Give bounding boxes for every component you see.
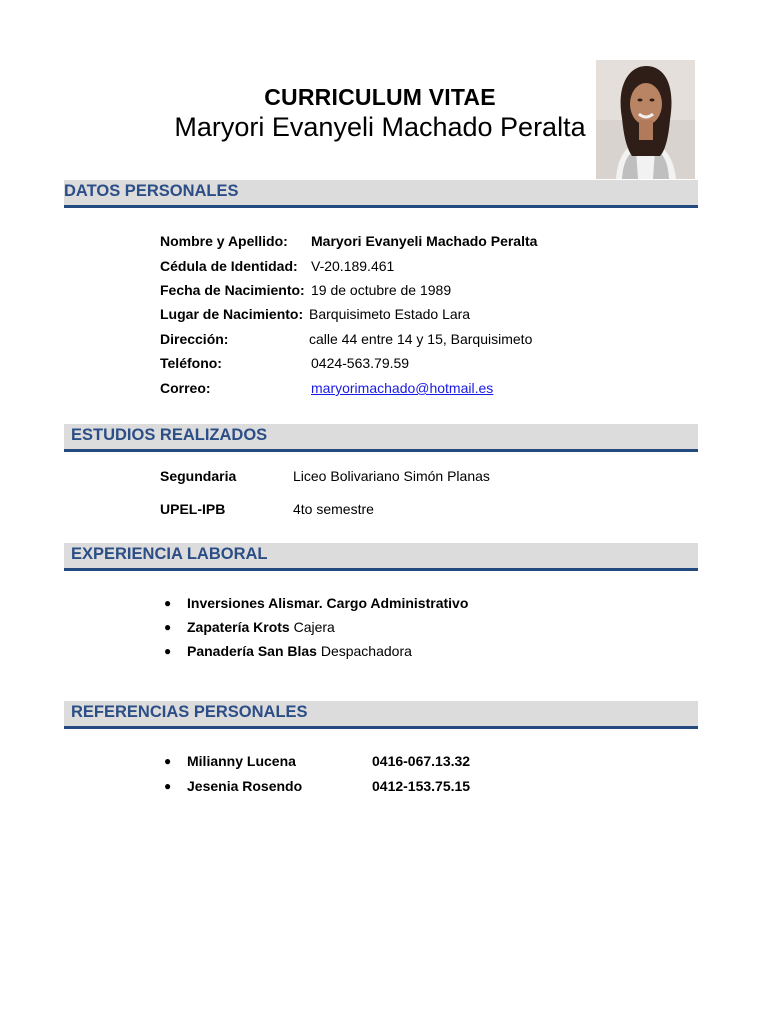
employer: Panadería San Blas: [187, 643, 317, 659]
field-value: V-20.189.461: [311, 258, 395, 274]
study-institution: 4to semestre: [293, 501, 374, 517]
applicant-name: Maryori Evanyeli Machado Peralta: [174, 112, 586, 142]
position: Despachadora: [316, 643, 412, 659]
field-value: Maryori Evanyeli Machado Peralta: [311, 233, 538, 249]
section-title: EXPERIENCIA LABORAL: [71, 545, 268, 563]
employer: Inversiones Alismar. Cargo Administrativo: [187, 595, 469, 611]
study-institution: Liceo Bolivariano Simón Planas: [293, 468, 490, 484]
section-header-referencias-personales: [64, 701, 698, 729]
email-link[interactable]: maryorimachado@hotmail.es: [311, 380, 494, 396]
bullet-icon: ●: [164, 644, 172, 658]
field-label: Dirección:: [160, 331, 229, 347]
employer: Zapatería Krots: [187, 619, 290, 635]
bullet-icon: ●: [164, 779, 172, 793]
section-title: DATOS PERSONALES: [64, 182, 239, 200]
section-header-estudios-realizados: [64, 424, 698, 452]
field-label: Correo:: [160, 380, 211, 396]
reference-name: Jesenia Rosendo: [187, 778, 303, 794]
field-label: Nombre y Apellido:: [160, 233, 288, 249]
document-title: CURRICULUM VITAE: [264, 84, 496, 110]
study-level: UPEL-IPB: [160, 501, 226, 517]
person-portrait-icon: [596, 60, 695, 179]
reference-phone: 0416-067.13.32: [372, 753, 471, 769]
field-label: Fecha de Nacimiento:: [160, 282, 305, 298]
study-level: Segundaria: [160, 468, 237, 484]
field-value: Barquisimeto Estado Lara: [309, 306, 471, 322]
section-header-experiencia-laboral: [64, 543, 698, 571]
section-title: ESTUDIOS REALIZADOS: [71, 426, 268, 444]
field-label: Cédula de Identidad:: [160, 258, 298, 274]
reference-phone: 0412-153.75.15: [372, 778, 471, 794]
position: Cajera: [289, 619, 335, 635]
field-label: Lugar de Nacimiento:: [160, 306, 304, 322]
field-value: calle 44 entre 14 y 15, Barquisimeto: [309, 331, 533, 347]
section-header-datos-personales: [64, 180, 698, 208]
reference-name: Milianny Lucena: [187, 753, 296, 769]
field-value: 19 de octubre de 1989: [311, 282, 452, 298]
bullet-icon: ●: [164, 596, 172, 610]
bullet-icon: ●: [164, 754, 172, 768]
section-title: REFERENCIAS PERSONALES: [71, 703, 308, 721]
bullet-icon: ●: [164, 620, 172, 634]
field-value: 0424-563.79.59: [311, 355, 410, 371]
field-label: Teléfono:: [160, 355, 222, 371]
profile-photo: [596, 60, 695, 179]
